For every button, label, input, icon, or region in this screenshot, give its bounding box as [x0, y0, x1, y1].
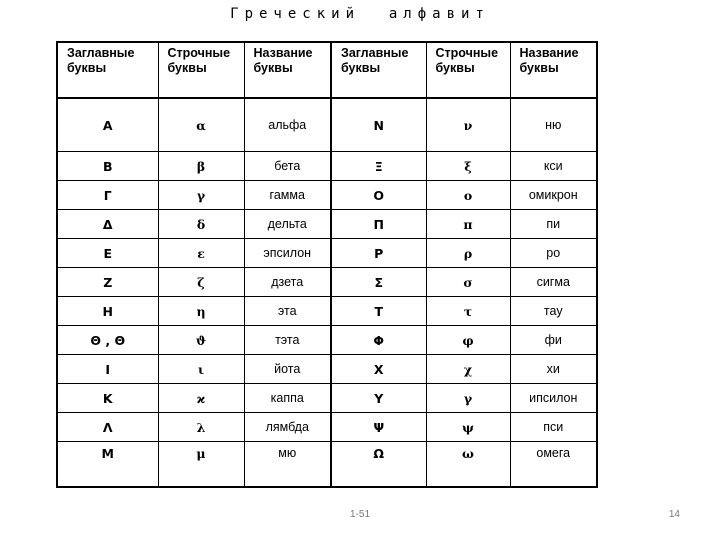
uppercase-letter-cell: Φ	[331, 326, 426, 355]
lowercase-letter-cell: γ	[426, 384, 510, 413]
uppercase-letter-cell: Κ	[57, 384, 158, 413]
uppercase-letter-cell: Ζ	[57, 268, 158, 297]
uppercase-letter-cell: Ψ	[331, 413, 426, 442]
letter-name-cell: гамма	[244, 181, 331, 210]
letter-name-cell: хи	[510, 355, 597, 384]
lowercase-letter-cell: σ	[426, 268, 510, 297]
lowercase-letter-cell: δ	[158, 210, 244, 239]
lowercase-letter-cell: ω	[426, 442, 510, 488]
uppercase-letter-cell: Ρ	[331, 239, 426, 268]
uppercase-letter-cell: Η	[57, 297, 158, 326]
lowercase-letter-cell: π	[426, 210, 510, 239]
table-row	[57, 384, 597, 413]
letter-name-cell: пи	[510, 210, 597, 239]
lowercase-letter-cell: ξ	[426, 152, 510, 181]
letter-name-cell: пси	[510, 413, 597, 442]
header-lowercase-left: Строчные буквы	[158, 42, 244, 98]
page-title: Греческий алфавит	[230, 6, 490, 22]
letter-name-cell: эта	[244, 297, 331, 326]
uppercase-letter-cell: Ν	[331, 98, 426, 152]
lowercase-letter-cell: ϑ	[158, 326, 244, 355]
letter-name-cell: альфа	[244, 98, 331, 152]
table-row	[57, 442, 597, 488]
lowercase-letter-cell: χ	[426, 355, 510, 384]
lowercase-letter-cell: ψ	[426, 413, 510, 442]
table-row	[57, 326, 597, 355]
lowercase-letter-cell: λ	[158, 413, 244, 442]
table-row	[57, 181, 597, 210]
uppercase-letter-cell: Λ	[57, 413, 158, 442]
slide-reference: 1-51	[349, 509, 370, 520]
letter-name-cell: кси	[510, 152, 597, 181]
lowercase-letter-cell: ϰ	[158, 384, 244, 413]
greek-alphabet-table	[56, 41, 598, 488]
uppercase-letter-cell: Α	[57, 98, 158, 152]
uppercase-letter-cell: Μ	[57, 442, 158, 488]
lowercase-letter-cell: ο	[426, 181, 510, 210]
uppercase-letter-cell: Ι	[57, 355, 158, 384]
letter-name-cell: бета	[244, 152, 331, 181]
lowercase-letter-cell: ν	[426, 98, 510, 152]
uppercase-letter-cell: Β	[57, 152, 158, 181]
lowercase-letter-cell: β	[158, 152, 244, 181]
uppercase-letter-cell: Χ	[331, 355, 426, 384]
table-row	[57, 297, 597, 326]
table-row	[57, 210, 597, 239]
lowercase-letter-cell: ι	[158, 355, 244, 384]
header-name-left: Название буквы	[244, 42, 331, 98]
uppercase-letter-cell: Ξ	[331, 152, 426, 181]
uppercase-letter-cell: Δ	[57, 210, 158, 239]
letter-name-cell: эпсилон	[244, 239, 331, 268]
letter-name-cell: сигма	[510, 268, 597, 297]
uppercase-letter-cell: Ω	[331, 442, 426, 488]
uppercase-letter-cell: Τ	[331, 297, 426, 326]
header-uppercase-left: Заглавные буквы	[57, 42, 158, 98]
letter-name-cell: омикрон	[510, 181, 597, 210]
letter-name-cell: тау	[510, 297, 597, 326]
uppercase-letter-cell: Γ	[57, 181, 158, 210]
table-row	[57, 98, 597, 152]
letter-name-cell: мю	[244, 442, 331, 488]
letter-name-cell: ню	[510, 98, 597, 152]
lowercase-letter-cell: μ	[158, 442, 244, 488]
page-number: 14	[668, 509, 680, 520]
lowercase-letter-cell: φ	[426, 326, 510, 355]
uppercase-letter-cell: Θ , Θ	[57, 326, 158, 355]
uppercase-letter-cell: Ο	[331, 181, 426, 210]
lowercase-letter-cell: η	[158, 297, 244, 326]
letter-name-cell: ро	[510, 239, 597, 268]
letter-name-cell: омега	[510, 442, 597, 488]
lowercase-letter-cell: γ	[158, 181, 244, 210]
uppercase-letter-cell: Υ	[331, 384, 426, 413]
letter-name-cell: дельта	[244, 210, 331, 239]
uppercase-letter-cell: Ε	[57, 239, 158, 268]
letter-name-cell: каппа	[244, 384, 331, 413]
letter-name-cell: йота	[244, 355, 331, 384]
table-header-row	[57, 42, 597, 98]
uppercase-letter-cell: Σ	[331, 268, 426, 297]
lowercase-letter-cell: ζ	[158, 268, 244, 297]
letter-name-cell: фи	[510, 326, 597, 355]
lowercase-letter-cell: ε	[158, 239, 244, 268]
uppercase-letter-cell: Π	[331, 210, 426, 239]
table-row	[57, 268, 597, 297]
letter-name-cell: ипсилон	[510, 384, 597, 413]
header-name-right: Название буквы	[510, 42, 597, 98]
letter-name-cell: тэта	[244, 326, 331, 355]
lowercase-letter-cell: τ	[426, 297, 510, 326]
letter-name-cell: дзета	[244, 268, 331, 297]
table-row	[57, 239, 597, 268]
letter-name-cell: лямбда	[244, 413, 331, 442]
table-row	[57, 355, 597, 384]
table-row	[57, 152, 597, 181]
lowercase-letter-cell: ρ	[426, 239, 510, 268]
header-lowercase-right: Строчные буквы	[426, 42, 510, 98]
header-uppercase-right: Заглавные буквы	[331, 42, 426, 98]
lowercase-letter-cell: α	[158, 98, 244, 152]
table-row	[57, 413, 597, 442]
